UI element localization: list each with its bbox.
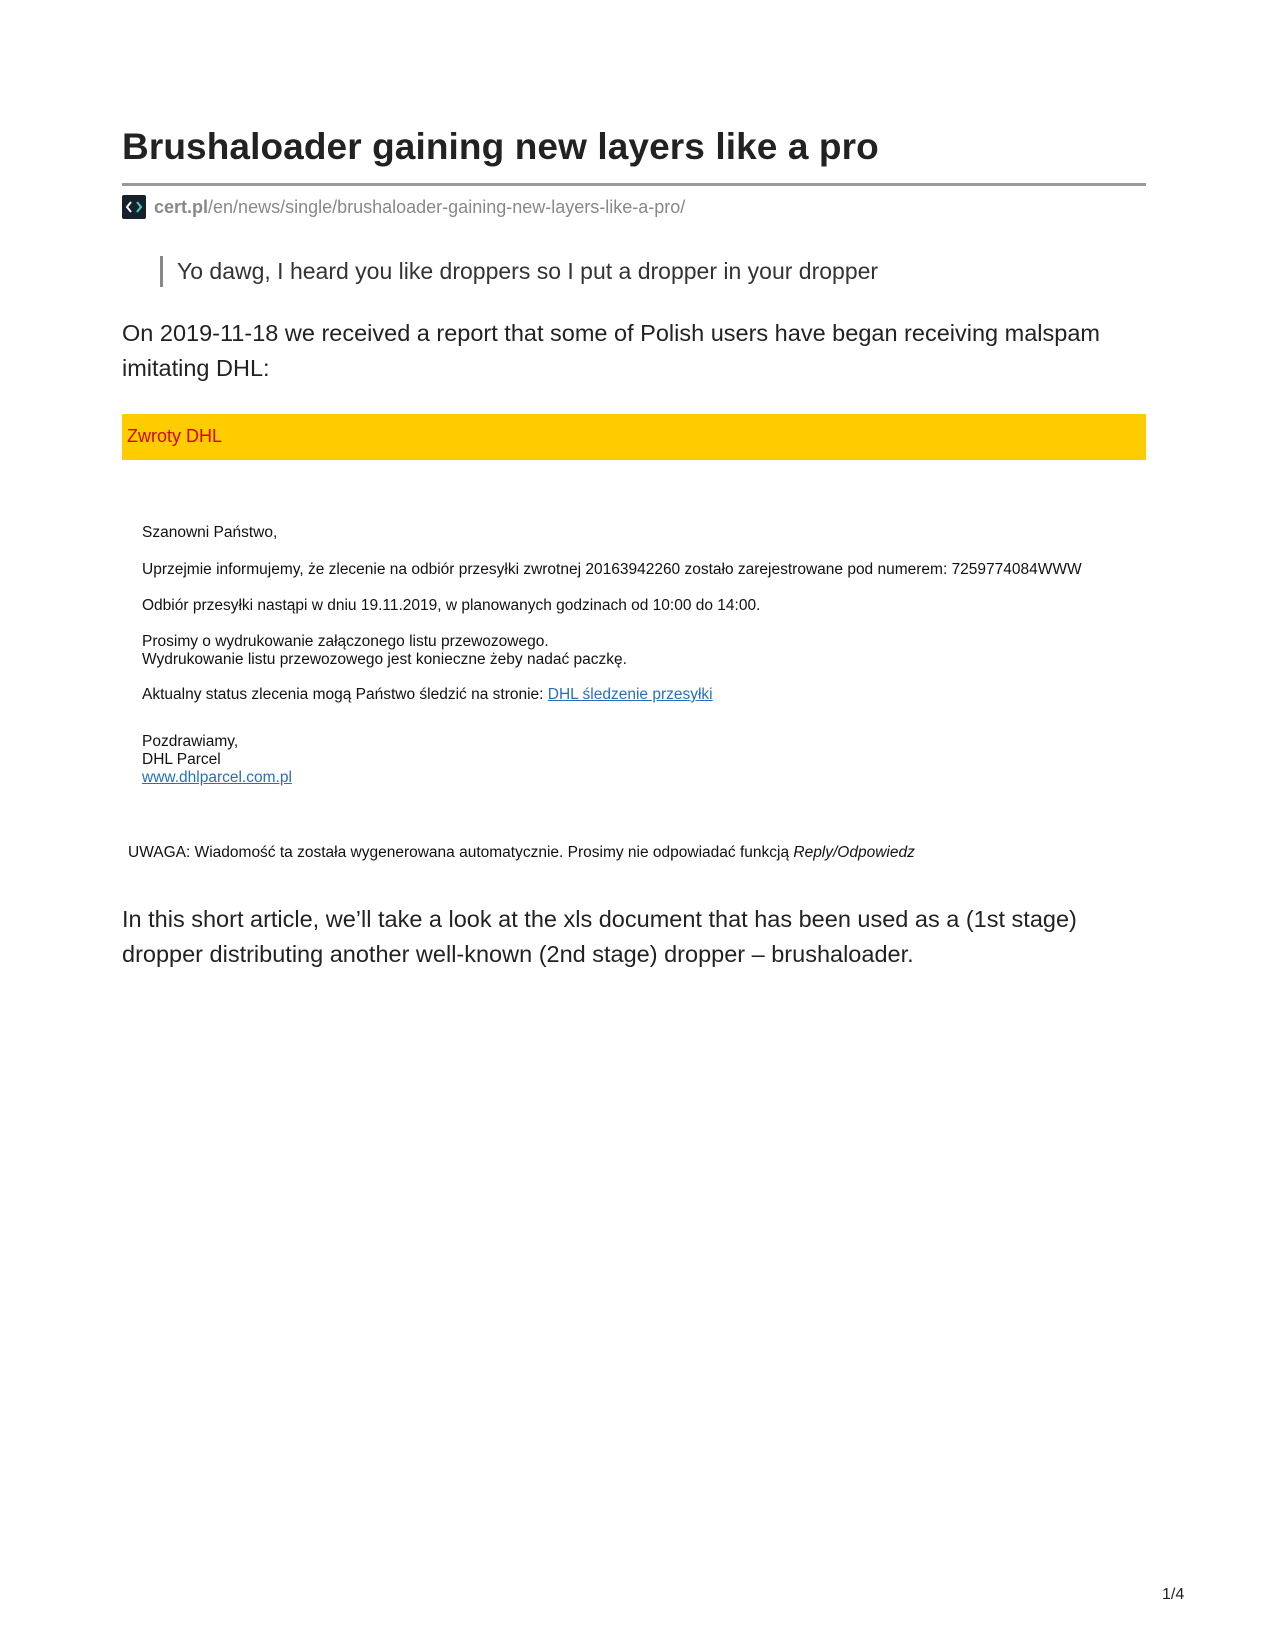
email-sign-company: DHL Parcel [142,751,221,768]
intro-paragraph: On 2019-11-18 we received a report that some of Polish users have began receiving malspam imitating DHL: [122,320,1100,381]
email-line-order: Uprzejmie informujemy, że zlecenie na odbiór przesyłki zwrotnej 20163942260 zostało zarejestrowane pod numerem: 7259774084WWW [142,561,1082,578]
email-header-title: Zwroty DHL [127,426,223,446]
title-divider [122,183,1146,186]
code-brackets-icon [122,195,146,219]
email-status-text: Aktualny status zlecenia mogą Państwo śledzić na stronie: [142,686,548,703]
email-header-bar [122,414,1146,460]
email-line-pickup: Odbiór przesyłki nastąpi w dniu 19.11.2019, w planowanych godzinach od 10:00 do 14:00. [142,597,761,614]
email-warning-text: UWAGA: Wiadomość ta została wygenerowana automatycznie. Prosimy nie odpowiadać funkcją [128,844,794,861]
source-link[interactable] [122,195,685,219]
email-screenshot [122,414,1146,874]
email-line-print: Prosimy o wydrukowanie załączonego listu przewozowego. [142,633,549,650]
source-domain: cert.pl [154,196,209,217]
page-number: 1/4 [1162,1586,1185,1603]
dhlparcel-link[interactable]: www.dhlparcel.com.pl [142,769,292,786]
email-line-status [142,686,713,704]
epigraph-quote: Yo dawg, I heard you like droppers so I put a dropper in your dropper [160,256,878,287]
tracking-link[interactable]: DHL śledzenie przesyłki [547,686,713,703]
email-sign-regards: Pozdrawiamy, [142,733,239,750]
email-sign-link-line [142,769,292,787]
email-warning-em: Reply/Odpowiedz [793,844,915,861]
email-line-print-required: Wydrukowanie listu przewozowego jest konieczne żeby nadać paczkę. [142,651,627,668]
summary-paragraph: In this short article, we’ll take a look at the xls document that has been used as a (1st stage) dropper distributing another well-known (2nd stage) dropper – brushaloader. [122,906,1077,967]
article-title: Brushaloader gaining new layers like a pro [122,126,879,167]
source-path: /en/news/single/brushaloader-gaining-new-layers-like-a-pro/ [208,196,686,217]
email-warning [128,844,915,862]
email-greeting: Szanowni Państwo, [142,524,278,541]
